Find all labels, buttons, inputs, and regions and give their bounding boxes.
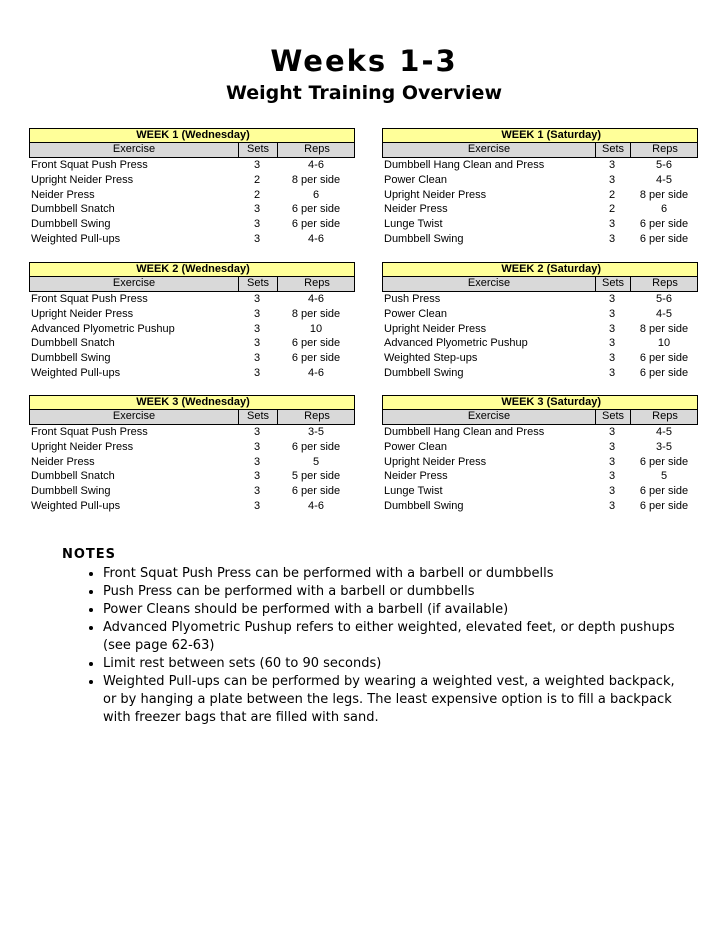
column-header-sets: Sets (238, 410, 278, 424)
notes-list (62, 565, 682, 727)
exercise-cell: Upright Neider Press (31, 307, 134, 320)
reps-cell: 3-5 (656, 440, 672, 453)
column-header-row (382, 410, 698, 425)
sets-cell: 3 (253, 337, 261, 350)
column-header-sets: Sets (595, 410, 631, 424)
table-row (382, 351, 698, 366)
sets-cell: 3 (253, 352, 261, 365)
sets-cell: 3 (253, 426, 261, 438)
sets-cell: 2 (608, 203, 616, 216)
table-row (29, 307, 355, 322)
sets-cell: 3 (253, 218, 261, 231)
sets-cell: 3 (253, 499, 261, 512)
column-header-reps: Reps (652, 277, 678, 289)
table-row (29, 292, 355, 307)
column-header-reps: Reps (652, 143, 678, 155)
schedule-table-5 (29, 395, 355, 514)
column-header-exercise: Exercise (467, 410, 511, 422)
exercise-cell: Dumbbell Snatch (31, 470, 115, 483)
reps-cell: 6 (660, 203, 668, 216)
exercise-cell: Dumbbell Snatch (31, 337, 115, 350)
table-row (29, 484, 355, 499)
reps-cell: 4-6 (308, 499, 324, 512)
sets-cell: 3 (608, 352, 616, 365)
table-row (29, 217, 355, 232)
reps-cell: 6 per side (639, 455, 689, 468)
sets-cell: 3 (253, 440, 261, 453)
table-row (29, 188, 355, 203)
sets-cell: 3 (608, 173, 616, 186)
table-row (382, 469, 698, 484)
reps-cell: 10 (309, 322, 323, 335)
sets-cell: 3 (253, 159, 261, 171)
column-header-row (382, 277, 698, 292)
table-row (382, 440, 698, 455)
table-header (29, 262, 355, 277)
table-row (382, 366, 698, 381)
table-header (382, 395, 698, 410)
exercise-cell: Lunge Twist (384, 218, 443, 231)
reps-cell: 5-6 (656, 293, 672, 305)
table-title: WEEK 2 (Saturday) (501, 263, 601, 275)
reps-cell: 6 per side (291, 352, 341, 365)
table-row (29, 351, 355, 366)
column-header-reps: Reps (304, 143, 330, 155)
sets-cell: 3 (608, 337, 616, 350)
sets-cell: 3 (608, 440, 616, 453)
table-row (382, 336, 698, 351)
sets-cell: 3 (608, 455, 616, 468)
table-row (382, 217, 698, 232)
exercise-cell: Power Clean (384, 173, 447, 186)
page-subtitle: Weight Training Overview (226, 82, 502, 104)
column-header-sets: Sets (238, 143, 278, 157)
column-header-reps: Reps (304, 410, 330, 422)
exercise-cell: Dumbbell Swing (31, 352, 111, 365)
reps-cell: 5 (660, 470, 668, 483)
reps-cell: 8 per side (639, 322, 689, 335)
note-item: • Advanced Plyometric Pushup refers to either weighted, elevated feet, or depth pushups (see page 62-63) (103, 619, 682, 655)
column-header-sets: Sets (595, 143, 631, 157)
sets-cell: 3 (253, 232, 261, 245)
table-header (382, 128, 698, 143)
reps-cell: 4-6 (308, 159, 324, 171)
reps-cell: 4-6 (308, 293, 324, 305)
reps-cell: 6 per side (639, 499, 689, 512)
reps-cell: 8 per side (291, 307, 341, 320)
exercise-cell: Dumbbell Swing (384, 366, 464, 379)
sets-cell: 3 (253, 293, 261, 305)
sets-cell: 3 (253, 203, 261, 216)
reps-cell: 8 per side (639, 188, 689, 201)
table-title: WEEK 1 (Wednesday) (136, 129, 250, 141)
table-row (382, 307, 698, 322)
reps-cell: 6 per side (639, 366, 689, 379)
column-header-row (382, 143, 698, 158)
exercise-cell: Weighted Pull-ups (31, 499, 121, 512)
column-header-exercise: Exercise (112, 143, 156, 155)
sets-cell: 3 (608, 485, 616, 498)
column-header-sets: Sets (238, 277, 278, 291)
table-row (29, 425, 355, 440)
schedule-table-4 (382, 262, 698, 381)
reps-cell: 6 per side (291, 218, 341, 231)
exercise-cell: Lunge Twist (384, 485, 443, 498)
notes-title: NOTES (62, 547, 117, 562)
exercise-cell: Upright Neider Press (31, 440, 134, 453)
note-item: • Power Cleans should be performed with a barbell (if available) (103, 601, 682, 619)
table-row (29, 322, 355, 337)
exercise-cell: Front Squat Push Press (31, 293, 148, 305)
sets-cell: 3 (608, 232, 616, 245)
table-row (382, 484, 698, 499)
table-row (382, 158, 698, 173)
table-row (382, 425, 698, 440)
sets-cell: 3 (253, 307, 261, 320)
sets-cell: 3 (253, 485, 261, 498)
table-row (382, 188, 698, 203)
table-header (29, 128, 355, 143)
table-header (382, 262, 698, 277)
table-row (382, 232, 698, 247)
column-header-exercise: Exercise (467, 143, 511, 155)
reps-cell: 5-6 (656, 159, 672, 171)
column-header-reps: Reps (652, 410, 678, 422)
exercise-cell: Upright Neider Press (384, 188, 487, 201)
exercise-cell: Power Clean (384, 307, 447, 320)
exercise-cell: Dumbbell Hang Clean and Press (384, 426, 545, 438)
reps-cell: 4-5 (656, 307, 672, 320)
sets-cell: 3 (608, 322, 616, 335)
column-header-row (29, 410, 355, 425)
table-row (29, 499, 355, 514)
exercise-cell: Dumbbell Swing (384, 499, 464, 512)
column-header-row (29, 277, 355, 292)
exercise-cell: Front Squat Push Press (31, 426, 148, 438)
exercise-cell: Upright Neider Press (31, 173, 134, 186)
note-item: • Front Squat Push Press can be performed with a barbell or dumbbells (103, 565, 682, 583)
reps-cell: 6 per side (291, 337, 341, 350)
page-title: Weeks 1-3 (270, 44, 458, 78)
note-item: • Weighted Pull-ups can be performed by wearing a weighted vest, a weighted backpack, or by hanging a plate between the legs. The least expensive option is to fill a backpack with freezer bags that are filled with sand. (103, 673, 682, 727)
schedule-table-1 (29, 128, 355, 247)
exercise-cell: Weighted Pull-ups (31, 232, 121, 245)
reps-cell: 6 per side (639, 485, 689, 498)
exercise-cell: Power Clean (384, 440, 447, 453)
reps-cell: 6 per side (291, 203, 341, 216)
schedule-table-6 (382, 395, 698, 514)
table-title: WEEK 3 (Wednesday) (136, 396, 250, 408)
table-row (29, 440, 355, 455)
sets-cell: 2 (253, 173, 261, 186)
sets-cell: 3 (608, 307, 616, 320)
table-title: WEEK 3 (Saturday) (501, 396, 601, 408)
exercise-cell: Dumbbell Swing (31, 218, 111, 231)
table-row (382, 499, 698, 514)
table-row (29, 202, 355, 217)
exercise-cell: Neider Press (384, 203, 448, 216)
table-row (382, 202, 698, 217)
sets-cell: 3 (608, 499, 616, 512)
schedule-table-2 (382, 128, 698, 247)
exercise-cell: Neider Press (384, 470, 448, 483)
column-header-exercise: Exercise (112, 277, 156, 289)
table-row (382, 173, 698, 188)
exercise-cell: Dumbbell Hang Clean and Press (384, 159, 545, 171)
sets-cell: 3 (608, 470, 616, 483)
reps-cell: 3-5 (308, 426, 324, 438)
exercise-cell: Advanced Plyometric Pushup (384, 337, 528, 350)
reps-cell: 6 per side (639, 218, 689, 231)
table-row (29, 455, 355, 470)
note-item: • Limit rest between sets (60 to 90 seconds) (103, 655, 682, 673)
exercise-cell: Weighted Pull-ups (31, 366, 121, 379)
notes-section (62, 547, 682, 727)
exercise-cell: Upright Neider Press (384, 455, 487, 468)
reps-cell: 6 per side (291, 440, 341, 453)
sets-cell: 2 (608, 188, 616, 201)
exercise-cell: Dumbbell Snatch (31, 203, 115, 216)
table-title: WEEK 1 (Saturday) (501, 129, 601, 141)
reps-cell: 6 per side (291, 485, 341, 498)
sets-cell: 3 (253, 322, 261, 335)
exercise-cell: Dumbbell Swing (31, 485, 111, 498)
sets-cell: 3 (253, 366, 261, 379)
column-header-exercise: Exercise (112, 410, 156, 422)
sets-cell: 3 (608, 426, 616, 438)
table-row (29, 158, 355, 173)
exercise-cell: Dumbbell Swing (384, 232, 464, 245)
sets-cell: 2 (253, 188, 261, 201)
reps-cell: 6 (312, 188, 320, 201)
table-row (382, 322, 698, 337)
table-row (382, 455, 698, 470)
exercise-cell: Neider Press (31, 188, 95, 201)
exercise-cell: Upright Neider Press (384, 322, 487, 335)
column-header-reps: Reps (304, 277, 330, 289)
reps-cell: 10 (657, 337, 671, 350)
reps-cell: 4-5 (656, 426, 672, 438)
column-header-exercise: Exercise (467, 277, 511, 289)
exercise-cell: Neider Press (31, 455, 95, 468)
table-row (29, 336, 355, 351)
table-row (382, 292, 698, 307)
table-row (29, 366, 355, 381)
reps-cell: 5 (312, 455, 320, 468)
reps-cell: 6 per side (639, 352, 689, 365)
exercise-cell: Front Squat Push Press (31, 159, 148, 171)
sets-cell: 3 (608, 218, 616, 231)
sets-cell: 3 (608, 293, 616, 305)
exercise-cell: Push Press (384, 293, 441, 305)
schedule-table-3 (29, 262, 355, 381)
sets-cell: 3 (608, 366, 616, 379)
sets-cell: 3 (608, 159, 616, 171)
sets-cell: 3 (253, 455, 261, 468)
table-row (29, 232, 355, 247)
table-row (29, 173, 355, 188)
exercise-cell: Advanced Plyometric Pushup (31, 322, 175, 335)
reps-cell: 5 per side (291, 470, 341, 483)
sets-cell: 3 (253, 470, 261, 483)
column-header-sets: Sets (595, 277, 631, 291)
reps-cell: 4-5 (656, 173, 672, 186)
table-row (29, 469, 355, 484)
table-header (29, 395, 355, 410)
table-title: WEEK 2 (Wednesday) (136, 263, 250, 275)
reps-cell: 8 per side (291, 173, 341, 186)
column-header-row (29, 143, 355, 158)
note-item: • Push Press can be performed with a barbell or dumbbells (103, 583, 682, 601)
reps-cell: 6 per side (639, 232, 689, 245)
reps-cell: 4-6 (308, 232, 324, 245)
exercise-cell: Weighted Step-ups (384, 352, 478, 365)
reps-cell: 4-6 (308, 366, 324, 379)
